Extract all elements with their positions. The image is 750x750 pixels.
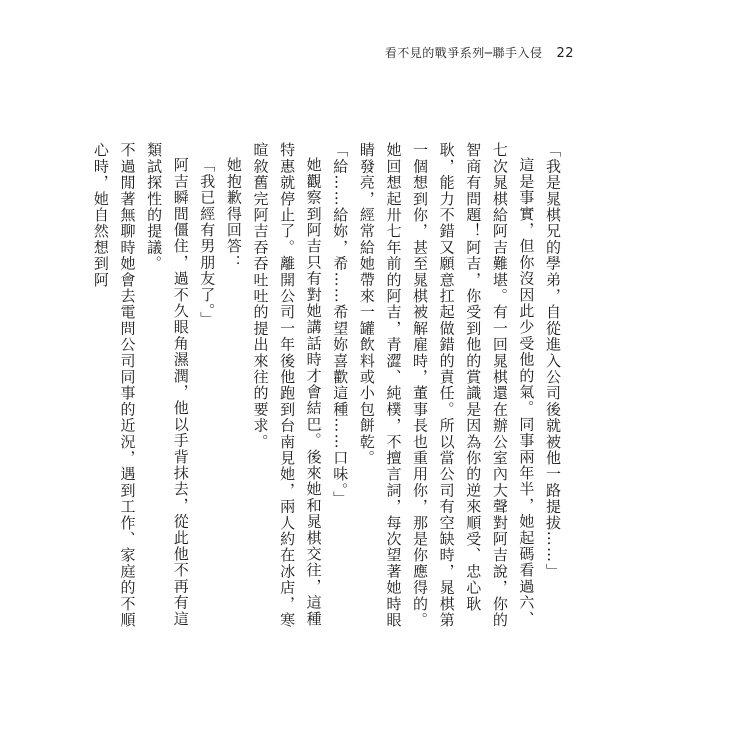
paragraph-7: 阿吉瞬間僵住，過不久眼角濕潤，他以手背抹去，從此他不再有這類試探性的提議。: [145, 142, 190, 627]
book-series-title: 看不見的戰爭系列─聯手入侵: [384, 46, 543, 60]
paragraph-1: 「我是晁棋兄的學弟，自從進入公司後就被他一路提拔……」: [544, 142, 562, 580]
vertical-text-body: [91, 142, 566, 632]
paragraph-2: 這是事實，但你沒因此少受他的氣。同事兩年半，她起碼看過六、七次晁棋給阿吉難堪。有一回晁棋還在辦公室內大聲對阿吉說，你的智商有問題！阿吉，你受到他的賞識是因為你的逆來順受、忠心耿耿，能力不錯又願意扛起做錯的責任。所以當公司有空缺時，晁棋第一個想到你，甚至晁棋被解雇時，董事長也重用你，那是你應得的。她回想起卅七年前的阿吉，青澀、純樸，不擅言詞，每次望著她時眼睛發亮，經常給她帶來一罐飲料或小包餅乾。: [357, 142, 536, 628]
running-header: [385, 44, 574, 61]
paragraph-3: 「給……給妳，希……希望妳喜歡這種……口味。」: [331, 142, 350, 508]
paragraph-6: 「我已經有男朋友了。」: [198, 157, 217, 328]
paragraph-8: 不過閒著無聊時她會去電問公司同事的近況，遇到工作、家庭的不順心時，她自然想到阿: [91, 142, 137, 628]
paragraph-4: 她觀察到阿吉只有對她講話時才會結巴。後來她和晁棋交往，這種特惠就停止了。離開公司一年後他跑到台南見她，兩人約在冰店，寒暄敘舊完阿吉吞吞吐吐的提出來往的要求。: [251, 142, 323, 628]
paragraph-5: 她抱歉得回答：: [224, 157, 243, 271]
page-number: 22: [556, 46, 574, 61]
